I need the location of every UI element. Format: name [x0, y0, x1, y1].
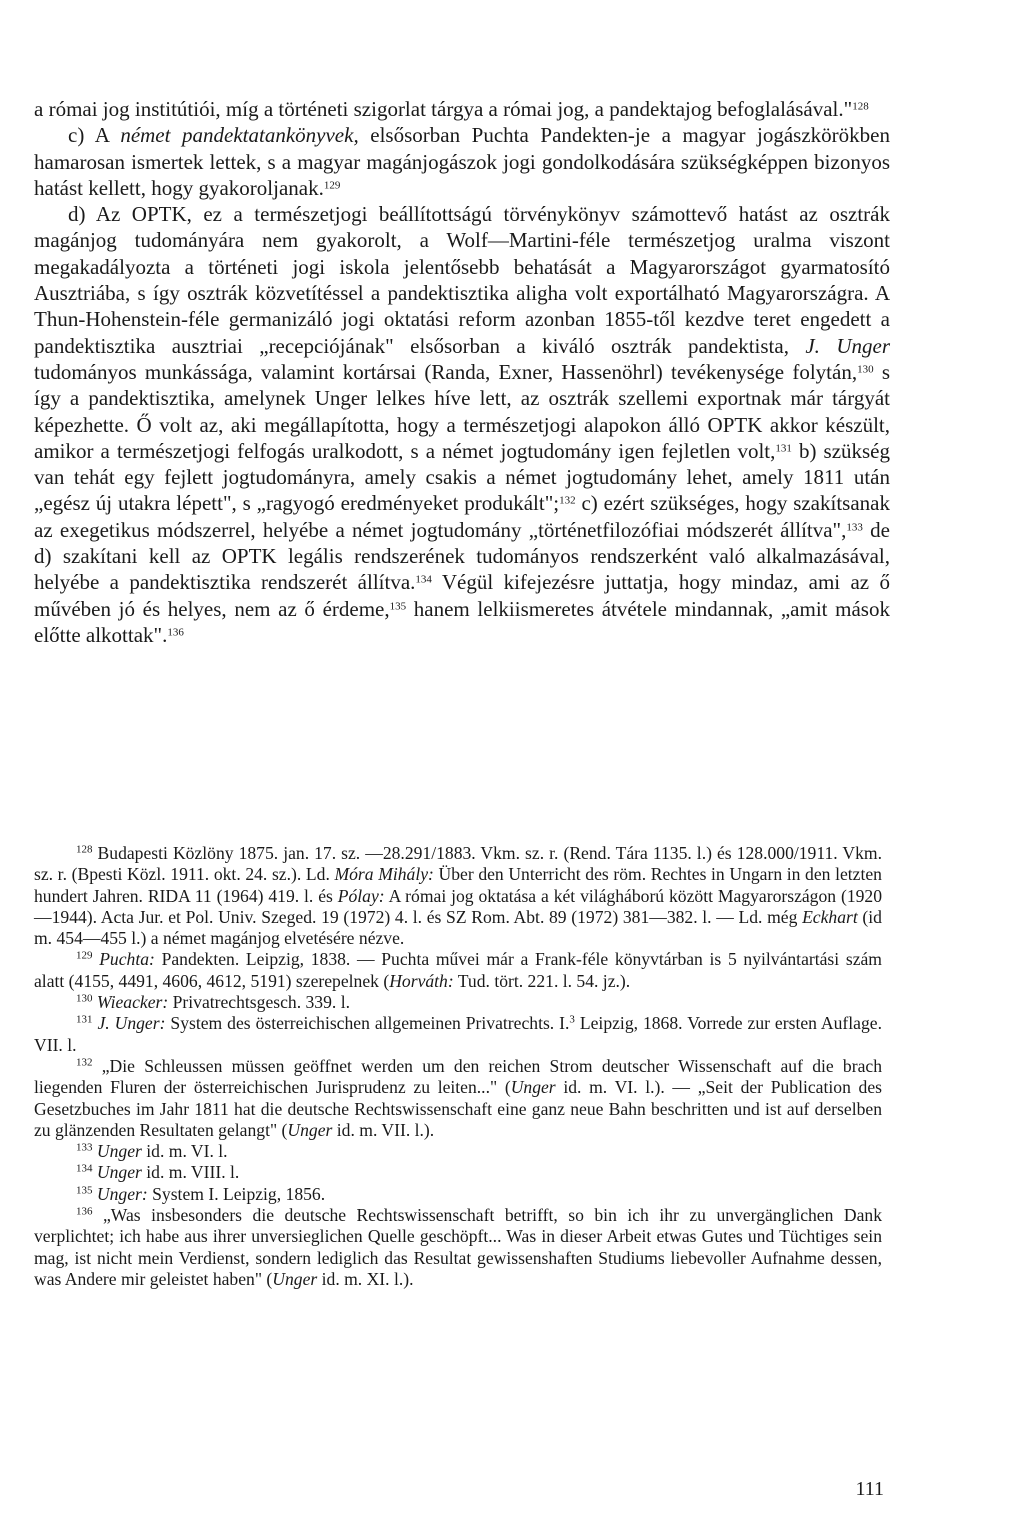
footnote-number: 135 — [76, 1184, 93, 1197]
paragraph-text: c) A — [68, 123, 121, 148]
paragraph-text: tudományos munkássága, valamint kortársai (Randa, Exner, Hassenöhrl) tevékenysége folytán, — [34, 359, 858, 384]
footnote-text: id. m. VIII. l. — [141, 1162, 240, 1183]
paragraph-text: de d) szakítani kell az OPTK legális rendszerének tudományos rendszerként való alkalmazásával, helyébe a pandektisztika rendszerét állítva. — [34, 517, 891, 595]
footnote-number: 136 — [76, 1205, 93, 1218]
footnote-134 — [34, 1162, 882, 1183]
footnote-text: A római jog oktatása a két világháború között Magyarországon (1920—1944). Acta Jur. et Pol. Univ. Szeged. 19 (1972) 4. l. és SZ Rom. Abt. 89 (1972) 381—382. l. — Ld. még — [34, 885, 883, 927]
emphasis-text: Unger — [272, 1268, 318, 1289]
footnote-ref: 128 — [852, 100, 869, 113]
paragraph-intro — [34, 96, 890, 122]
footnote-133 — [34, 1141, 882, 1162]
footnote-136 — [34, 1205, 882, 1290]
paragraph-d — [34, 201, 890, 648]
footnote-number: 128 — [76, 843, 93, 856]
emphasis-text: J. Unger: — [97, 1013, 166, 1034]
footnote-text: Über den Unterricht des röm. Rechtes in Ungarn in den letzten hundert Jahren. RIDA 11 (1964) 419. l. és — [34, 864, 882, 906]
paragraph-text: d) Az OPTK, ez a természetjogi beállítottságú törvénykönyv számottevő hatást az osztrák magánjog tudományára nem gyakorolt, a Wolf—Martini-féle természetjog uralma viszont megakadályozta a történeti jogi iskola jelentősebb behatását a Magyarországot gyarmatosító Ausztriába, s így osztrák közvetítéssel a pandektisztika aligha volt exportálható Magyarországra. A Thun-Hohenstein-féle germanizáló jogi oktatási reform azonban 1855-től kezdve teret engedett a pandektisztika ausztriai „recepciójának" elsősorban a kiváló osztrák pandektista, — [34, 202, 890, 358]
footnote-text: Budapesti Közlöny 1875. jan. 17. sz. —28.291/1883. Vkm. sz. r. (Rend. Tára 1135. l.) és 128.000/1911. Vkm. sz. r. (Bpesti Közl. 1911. okt. 24. sz.). Ld. — [34, 843, 882, 885]
emphasis-text: Unger — [287, 1119, 333, 1140]
emphasis-text: Unger — [96, 1162, 142, 1183]
emphasis-text: J. Unger — [805, 333, 891, 358]
emphasis-text: német pandektatankönyvek, — [120, 123, 359, 148]
footnote-text: id. m. VI. l. — [141, 1141, 228, 1162]
emphasis-text: Móra Mihály: — [334, 864, 434, 885]
footnote-ref: 135 — [389, 600, 407, 613]
footnote-text: „Was insbesonders die deutsche Rechtswissenschaft betrifft, so bin ich ihr zu unvergänglichen Dank verplichtet; ich habe aus ihrer unversieglichen Quelle geschöpft... Was in dieser Arbeit etwas Gutes und Tüchtiges sein mag, ist nicht mein Verdienst, sondern lediglich das Resultat gewissenshaften Studiums liebevoller Aufnahme dessen, was Andere mir geleistet haben" ( — [34, 1205, 882, 1289]
footnote-129 — [34, 949, 882, 992]
footnote-ref: 130 — [857, 363, 874, 376]
footnote-number: 131 — [76, 1013, 93, 1026]
footnote-text: „Die Schleussen müssen geöffnet werden um den reichen Strom deutscher Wissenschaft auf die brach liegenden Fluren der österreichischen Jurisprudenz zu leiten..." ( — [34, 1055, 882, 1098]
footnote-text: Pandekten. Leipzig, 1838. — Puchta művei már a Frank-féle könyvtárban is 5 nyilvántartási szám alatt (4155, 4491, 4606, 4612, 5191) szerepelnek ( — [34, 949, 882, 991]
emphasis-text: Horváth: — [389, 970, 454, 991]
emphasis-text: Unger — [96, 1141, 142, 1162]
footnote-text: Tud. tört. 221. l. 54. jz.). — [453, 970, 631, 991]
footnote-text: Leipzig, 1868. Vorrede zur ersten Auflage. VII. l. — [34, 1013, 882, 1055]
paragraph-text: b) szükség van tehát egy fejlett jogtudományra, amely csakis a német jogtudomány lehet, amely 1811 után „egész új utakra lépett", s „ragyogó eredményeket produkált"; — [34, 438, 891, 516]
footnote-text: id. m. XI. l.). — [317, 1268, 414, 1289]
emphasis-text: Eckhart — [802, 906, 858, 927]
footnote-number: 132 — [76, 1056, 93, 1069]
footnote-number: 130 — [76, 992, 93, 1005]
paragraph-text: s így a pandektisztika, amelynek Unger lelkes híve lett, az osztrák szellemi exportnak már tárgyát képezhette. Ő volt az, aki megállapította, hogy a természetjogi alapokon álló OPTK akkor készült, amikor a természetjogi felfogás uralkodott, s a német jogtudomány igen fejletlen volt, — [34, 359, 890, 463]
footnote-ref: 133 — [846, 521, 863, 534]
paragraph-c — [34, 122, 890, 201]
footnotes — [34, 843, 882, 1290]
paragraph-text: a római jog institútiói, míg a történeti szigorlat tárgya a római jog, a pandektajog befoglalásával." — [34, 97, 853, 121]
paragraph-text: hanem lelkiismeretes átvétele mindannak, „amit mások előtte alkottak". — [34, 596, 890, 647]
footnote-135 — [34, 1184, 882, 1205]
footnote-131 — [34, 1013, 882, 1056]
edition-superscript: 3 — [569, 1013, 575, 1026]
footnote-ref: 132 — [559, 494, 576, 507]
footnote-text: System des österreichischen allgemeinen Privatrechts. I. — [165, 1013, 570, 1034]
footnote-text: id. m. VI. l.). — „Seit der Publication des Gesetzbuches im Jahr 1811 hat die deutsche Rechtswissenschaft eine ganz neue Bahn beschritten und ist auf derselben zu glänzenden Resultaten gelangt" ( — [34, 1077, 882, 1140]
emphasis-text: Unger — [510, 1077, 556, 1098]
footnote-ref: 129 — [323, 179, 341, 192]
emphasis-text: Wieacker: — [96, 992, 169, 1013]
footnote-128 — [34, 843, 882, 949]
footnote-text: System I. Leipzig, 1856. — [147, 1183, 326, 1204]
footnote-text: Privatrechtsgesch. 339. l. — [168, 992, 350, 1013]
footnote-ref: 134 — [415, 573, 432, 586]
page-number: 111 — [855, 1478, 884, 1500]
emphasis-text: Puchta: — [99, 949, 155, 970]
footnote-ref: 131 — [775, 442, 792, 455]
paragraph-text: Végül kifejezésre juttatja, hogy mindaz, ami az ő művében jó és helyes, nem az ő érdeme, — [34, 570, 890, 621]
footnote-number: 134 — [76, 1162, 93, 1175]
footnote-132 — [34, 1056, 882, 1141]
main-text — [34, 96, 890, 648]
emphasis-text: Pólay: — [337, 885, 385, 906]
paragraph-text: c) ezért szükséges, hogy szakítsanak az exegetikus módszerrel, helyébe a német jogtudomány „történetfilozófiai módszerét állítva", — [34, 491, 890, 542]
footnote-text: (id m. 454—455 l.) a német magánjog elvetésére nézve. — [34, 906, 882, 949]
footnote-text: id. m. VII. l.). — [332, 1119, 435, 1140]
emphasis-text: Unger: — [96, 1183, 148, 1204]
footnote-130 — [34, 992, 882, 1013]
footnote-number: 129 — [76, 949, 93, 962]
paragraph-text: elsősorban Puchta Pandekten-je a magyar jogászkörökben hamarosan ismertek lettek, s a magyar magánjogászok jogi gondolkodására szükségképpen bizonyos hatást kellett, hogy gyakoroljanak. — [34, 123, 890, 200]
footnote-number: 133 — [76, 1141, 93, 1154]
footnote-ref: 136 — [167, 626, 184, 639]
